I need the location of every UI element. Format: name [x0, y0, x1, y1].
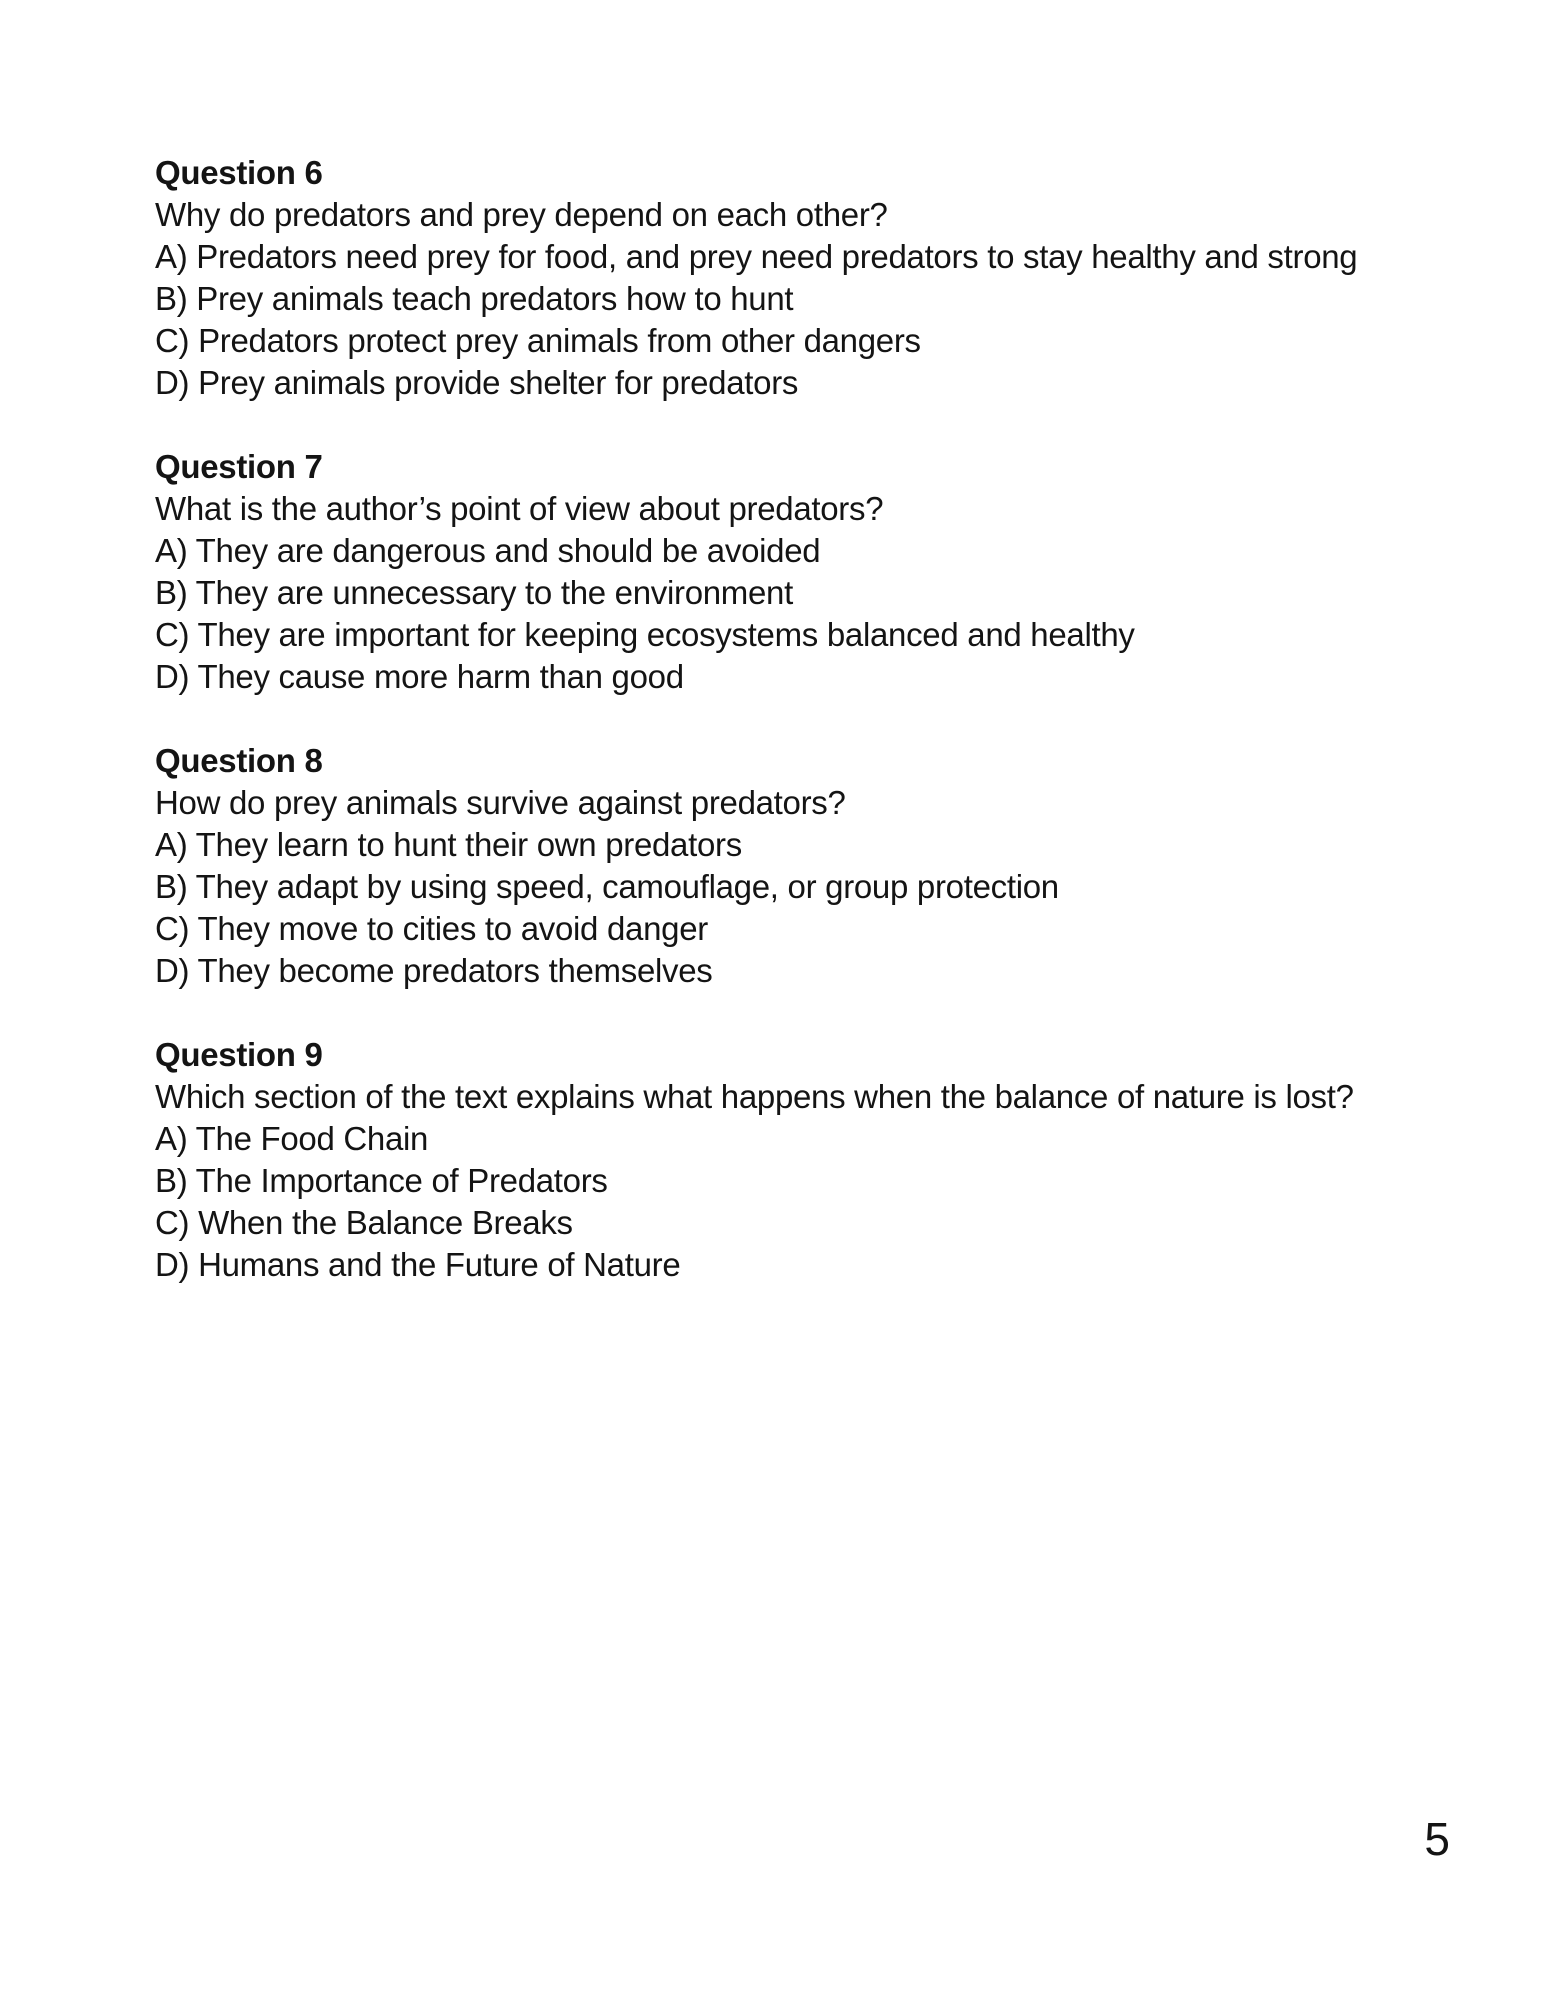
answer-option: D) Humans and the Future of Nature	[155, 1246, 681, 1283]
question-title: Question 7	[155, 448, 323, 485]
answer-option: B) Prey animals teach predators how to hunt	[155, 280, 794, 317]
answer-option: D) They cause more harm than good	[155, 658, 684, 695]
answer-option: A) They learn to hunt their own predators	[155, 826, 742, 863]
question-block	[155, 446, 1415, 698]
answer-option: B) They adapt by using speed, camouflage, or group protection	[155, 868, 1059, 905]
question-list	[155, 152, 1415, 1286]
answer-option: A) They are dangerous and should be avoided	[155, 532, 821, 569]
answer-option: B) They are unnecessary to the environment	[155, 574, 793, 611]
question-block	[155, 1034, 1415, 1286]
answer-option: C) Predators protect prey animals from other dangers	[155, 322, 921, 359]
answer-option: D) Prey animals provide shelter for predators	[155, 364, 799, 401]
answer-option: C) They are important for keeping ecosystems balanced and healthy	[155, 616, 1135, 653]
question-prompt: How do prey animals survive against predators?	[155, 784, 846, 821]
question-title: Question 6	[155, 154, 323, 191]
answer-option: B) The Importance of Predators	[155, 1162, 608, 1199]
answer-option: D) They become predators themselves	[155, 952, 713, 989]
answer-option: A) Predators need prey for food, and prey need predators to stay healthy and strong	[155, 238, 1358, 275]
question-block	[155, 740, 1415, 992]
answer-option: C) They move to cities to avoid danger	[155, 910, 708, 947]
question-title: Question 9	[155, 1036, 323, 1073]
question-title: Question 8	[155, 742, 323, 779]
question-prompt: What is the author’s point of view about predators?	[155, 490, 884, 527]
question-prompt: Which section of the text explains what happens when the balance of nature is lost?	[155, 1078, 1354, 1115]
answer-option: C) When the Balance Breaks	[155, 1204, 573, 1241]
answer-option: A) The Food Chain	[155, 1120, 429, 1157]
question-block	[155, 152, 1415, 404]
question-prompt: Why do predators and prey depend on each other?	[155, 196, 888, 233]
page-number: 5	[1424, 1813, 1450, 1865]
